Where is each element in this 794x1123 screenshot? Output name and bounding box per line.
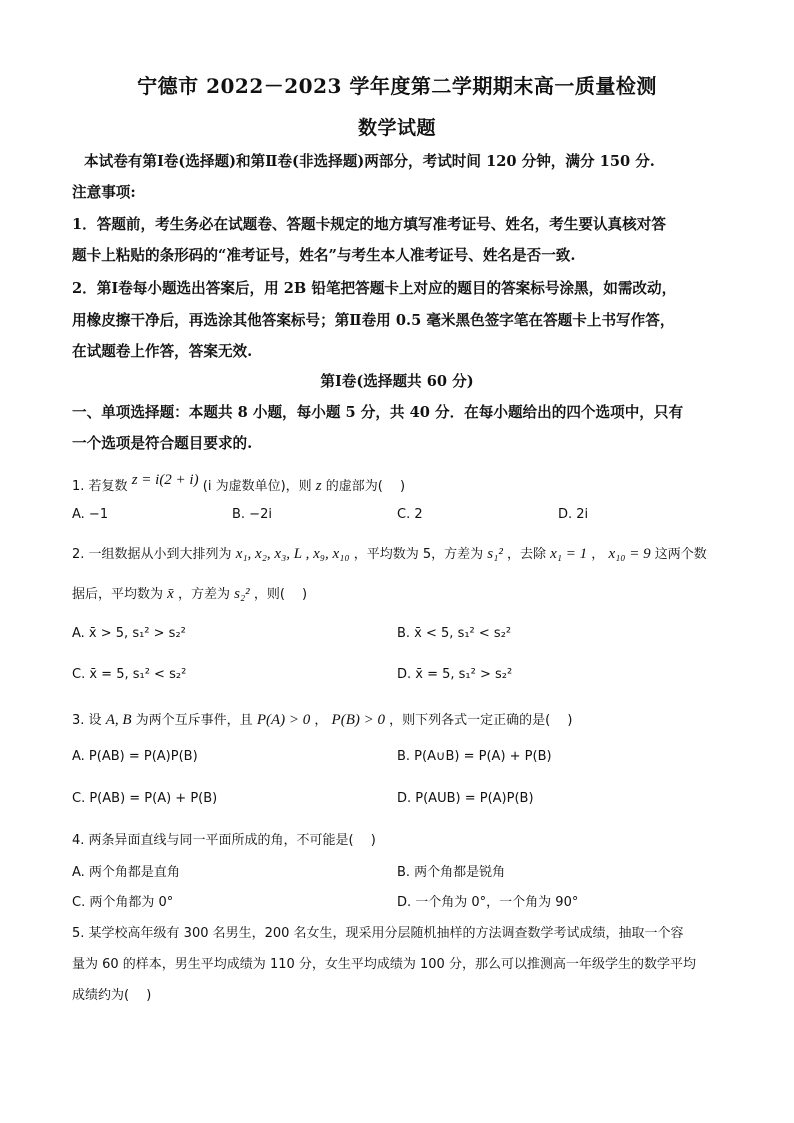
q2-sep: ， bbox=[591, 547, 605, 562]
q4-option-b: B. 两个角都是锐角 bbox=[397, 865, 506, 880]
q1-mid: (i 为虚数单位)，则 bbox=[202, 479, 312, 494]
part1-heading: 第Ⅰ卷(选择题共 60 分) bbox=[320, 373, 474, 390]
q2-option-a: A. x̄ > 5, s₁² > s₂² bbox=[72, 626, 186, 641]
note1-line-b: 题卡上粘贴的条形码的“准考证号，姓名”与考生本人准考证号、姓名是否一致. bbox=[72, 247, 576, 264]
q3-option-b: B. P(A∪B) = P(A) + P(B) bbox=[397, 749, 552, 764]
q3-mid: 为两个互斥事件，且 bbox=[135, 713, 253, 728]
intro-line: 本试卷有第Ⅰ卷(选择题)和第Ⅱ卷(非选择题)两部分，考试时间 120 分钟，满分 150 分. bbox=[84, 153, 655, 170]
q3-sep: ， bbox=[314, 713, 328, 728]
q2-x10: x₁₀ = 9 bbox=[608, 546, 651, 562]
q2-post: 这两个数 bbox=[654, 547, 707, 562]
q1-option-d: D. 2i bbox=[558, 507, 589, 522]
q2-xbar: x̄ bbox=[167, 586, 174, 602]
q2-line2-mid: ，方差为 bbox=[177, 587, 230, 602]
q4-option-d: D. 一个角为 0°，一个角为 90° bbox=[397, 895, 579, 910]
question-4: 4. 两条异面直线与同一平面所成的角，不可能是( ) bbox=[72, 833, 376, 848]
q2-line2-pre: 据后，平均数为 bbox=[72, 587, 164, 602]
q1-var: z bbox=[315, 478, 322, 494]
q4-option-a: A. 两个角都是直角 bbox=[72, 865, 180, 880]
q2-seq: x₁, x₂, x₃, L , x₉, x₁₀ bbox=[235, 546, 350, 562]
q2-mid: ，平均数为 5，方差为 bbox=[353, 547, 484, 562]
question-2-line-1 bbox=[72, 543, 707, 563]
q3-pb: P(B) > 0 bbox=[331, 712, 385, 728]
q2-pre: 2. 一组数据从小到大排列为 bbox=[72, 547, 232, 562]
exam-subtitle: 数学试题 bbox=[357, 117, 436, 139]
question-5-line-1: 5. 某学校高年级有 300 名男生，200 名女生，现采用分层随机抽样的方法调查数学考试成绩，抽取一个容 bbox=[72, 926, 684, 941]
q1-option-a: A. −1 bbox=[72, 507, 109, 522]
note1-line-a: 1．答题前，考生务必在试题卷、答题卡规定的地方填写准考证号、姓名，考生要认真核对答 bbox=[72, 216, 666, 233]
notes-title: 注意事项: bbox=[72, 184, 136, 201]
q3-option-c: C. P(AB) = P(A) + P(B) bbox=[72, 791, 218, 806]
q2-x1: x₁ = 1 bbox=[550, 546, 588, 562]
q3-option-d: D. P(AUB) = P(A)P(B) bbox=[397, 791, 534, 806]
q3-pa: P(A) > 0 bbox=[256, 712, 311, 728]
q2-line2-post: ，则( ) bbox=[253, 587, 308, 602]
q1-option-b: B. −2i bbox=[232, 507, 272, 522]
q2-option-d: D. x̄ = 5, s₁² > s₂² bbox=[397, 667, 513, 682]
q2-s1: s₁² bbox=[487, 546, 503, 562]
q3-post: ，则下列各式一定正确的是( ) bbox=[389, 713, 573, 728]
section-heading-b: 一个选项是符合题目要求的. bbox=[72, 435, 253, 452]
question-2-line-2 bbox=[72, 583, 307, 603]
note2-line-b: 用橡皮擦干净后，再选涂其他答案标号；第Ⅱ卷用 0.5 毫米黑色签字笔在答题卡上书写作答， bbox=[72, 312, 675, 329]
q2-option-b: B. x̄ < 5, s₁² < s₂² bbox=[397, 626, 512, 641]
question-5-line-3: 成绩约为( ) bbox=[72, 988, 152, 1003]
q2-option-c: C. x̄ = 5, s₁² < s₂² bbox=[72, 667, 187, 682]
exam-title: 宁德市 2022－2023 学年度第二学期期末高一质量检测 bbox=[137, 74, 657, 98]
q1-option-c: C. 2 bbox=[397, 507, 423, 522]
note2-line-c: 在试题卷上作答，答案无效. bbox=[72, 343, 253, 360]
q2-mid2: ，去除 bbox=[506, 547, 546, 562]
question-3 bbox=[72, 709, 572, 729]
section-heading-a: 一、单项选择题：本题共 8 小题，每小题 5 分，共 40 分．在每小题给出的四个选项中，只有 bbox=[72, 404, 684, 421]
q3-ab: A, B bbox=[105, 712, 132, 728]
q1-expr: z = i(2 + i) bbox=[131, 472, 199, 488]
question-5-line-2: 量为 60 的样本，男生平均成绩为 110 分，女生平均成绩为 100 分，那么可以推测高一年级学生的数学平均 bbox=[72, 957, 696, 972]
question-1 bbox=[72, 472, 406, 495]
q3-pre: 3. 设 bbox=[72, 713, 102, 728]
q2-s2: s₂² bbox=[234, 586, 250, 602]
q1-post: 的虚部为( ) bbox=[325, 479, 406, 494]
q1-pre: 1. 若复数 bbox=[72, 479, 128, 494]
q3-option-a: A. P(AB) = P(A)P(B) bbox=[72, 749, 198, 764]
q4-option-c: C. 两个角都为 0° bbox=[72, 895, 174, 910]
note2-line-a: 2．第Ⅰ卷每小题选出答案后，用 2B 铅笔把答题卡上对应的题目的答案标号涂黑，如需改动， bbox=[72, 280, 677, 297]
